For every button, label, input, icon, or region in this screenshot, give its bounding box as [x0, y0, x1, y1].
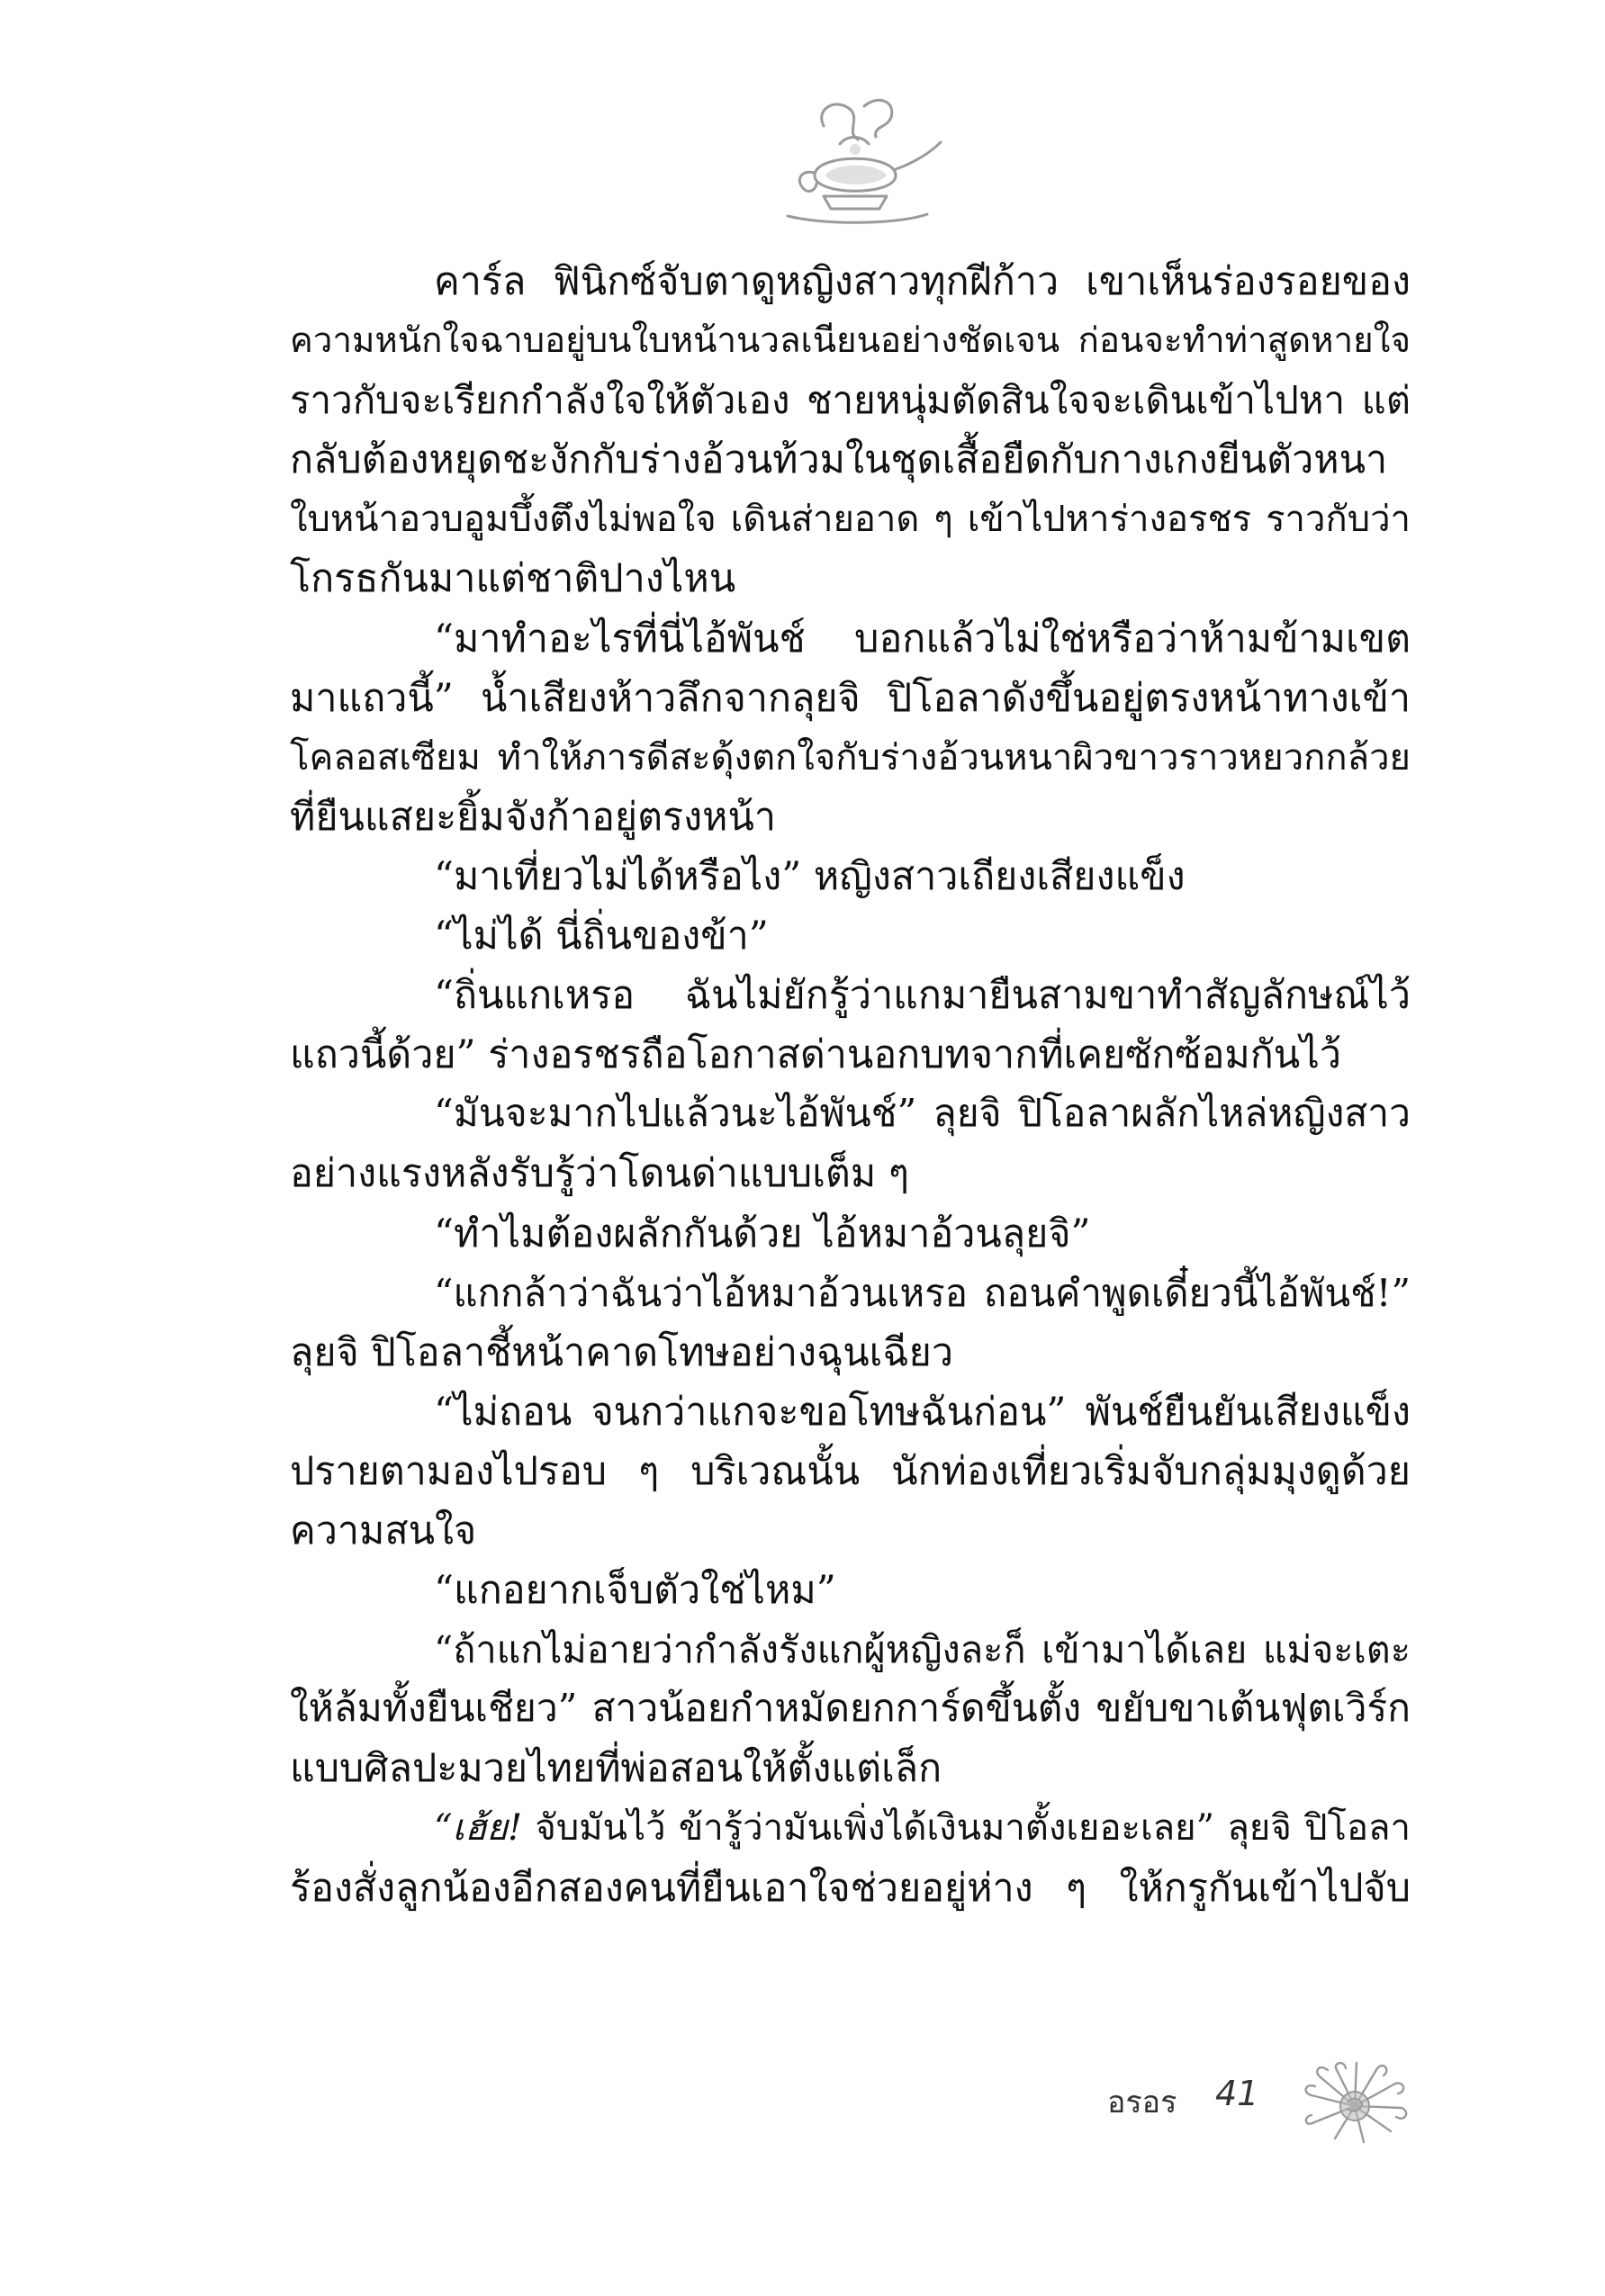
chapter-body-text — [290, 252, 1411, 1918]
book-title: อรอร — [1107, 2084, 1177, 2120]
text-line: ปรายตามองไปรอบ ๆ บริเวณนั้น นักท่องเที่ยวเริ่มจับกลุ่มมุงดูด้วย — [290, 1448, 1411, 1494]
text-line: โคลอสเซียม ทำให้ภารดีสะดุ้งตกใจกับร่างอ้วนหนาผิวขาวราวหยวกกล้วย — [290, 736, 1411, 779]
text-line: แถวนี้ด้วย” ร่างอรชรถือโอกาสด่านอกบทจากที่เคยซักซ้อมกันไว้ — [290, 1032, 1341, 1078]
flower-ornament-icon — [1301, 2052, 1418, 2151]
page-number: 41 — [1215, 2074, 1259, 2113]
text-line: ร้องสั่งลูกน้องอีกสองคนที่ยืนเอาใจช่วยอยู่ห่าง ๆ ให้กรูกันเข้าไปจับ — [290, 1865, 1411, 1911]
text-line: ใบหน้าอวบอูมบึ้งตึงไม่พอใจ เดินส่ายอาด ๆ เข้าไปหาร่างอรชร ราวกับว่า — [290, 499, 1411, 541]
text-line: “ไม่ถอน จนกว่าแกจะขอโทษฉันก่อน” พันช์ยืนยันเสียงแข็ง — [434, 1389, 1411, 1435]
text-line: “แกอยากเจ็บตัวใช่ไหม” — [434, 1568, 836, 1614]
text-line: “มาเที่ยวไม่ได้หรือไง” หญิงสาวเถียงเสียงแข็ง — [434, 853, 1186, 899]
text-line: คาร์ล ฟินิกซ์จับตาดูหญิงสาวทุกฝีก้าว เขาเห็นร่องรอยของ — [434, 259, 1411, 304]
teapot-ornament-icon — [761, 90, 950, 239]
text-line: อย่างแรงหลังรับรู้ว่าโดนด่าแบบเต็ม ๆ — [290, 1151, 909, 1197]
text-line — [290, 1798, 1411, 1858]
emphasized-text: “เฮ้ย! — [434, 1807, 536, 1850]
text-line: “ถิ่นแกเหรอ ฉันไม่ยักรู้ว่าแกมายืนสามขาทำสัญลักษณ์ไว้ — [434, 973, 1411, 1019]
text-line: “ทำไมต้องผลักกันด้วย ไอ้หมาอ้วนลุยจิ” — [434, 1211, 1091, 1256]
text-line: ให้ล้มทั้งยืนเชียว” สาวน้อยกำหมัดยกการ์ดขึ้นตั้ง ขยับขาเต้นฟุตเวิร์ก — [290, 1687, 1411, 1732]
text-line: “ถ้าแกไม่อายว่ากำลังรังแกผู้หญิงละก็ เข้ามาได้เลย แม่จะเตะ — [434, 1627, 1411, 1672]
text-line: ความสนใจ — [290, 1508, 477, 1553]
text-line: “มันจะมากไปแล้วนะไอ้พันช์” ลุยจิ ปิโอลาผลักไหล่หญิงสาว — [434, 1092, 1411, 1137]
text-line: กลับต้องหยุดชะงักกับร่างอ้วนท้วมในชุดเสื้อยืดกับกางเกงยีนตัวหนา — [290, 437, 1388, 483]
text-line: มาแถวนี้” น้ำเสียงห้าวลึกจากลุยจิ ปิโอลาดังขึ้นอยู่ตรงหน้าทางเข้า — [290, 675, 1411, 721]
text-line: โกรธกันมาแต่ชาติปางไหน — [290, 556, 736, 602]
text-line: “แกกล้าว่าฉันว่าไอ้หมาอ้วนเหรอ ถอนคำพูดเดี๋ยวนี้ไอ้พันช์!” — [434, 1270, 1411, 1315]
page-footer — [1107, 2061, 1449, 2160]
text-line: ที่ยืนแสยะยิ้มจังก้าอยู่ตรงหน้า — [290, 794, 777, 840]
text-line: ลุยจิ ปิโอลาชี้หน้าคาดโทษอย่างฉุนเฉียว — [290, 1329, 953, 1375]
text-line: ราวกับจะเรียกกำลังใจให้ตัวเอง ชายหนุ่มตัดสินใจจะเดินเข้าไปหา แต่ — [290, 378, 1411, 423]
text-line: “ไม่ได้ นี่ถิ่นของข้า” — [434, 914, 769, 959]
text-line: “มาทำอะไรที่นี่ไอ้พันช์ บอกแล้วไม่ใช่หรือว่าห้ามข้ามเขต — [434, 616, 1411, 662]
text-line-content: จับมันไว้ ข้ารู้ว่ามันเพิ่งได้เงินมาตั้งเยอะเลย” ลุยจิ ปิโอลา — [535, 1807, 1411, 1850]
text-line: ความหนักใจฉาบอยู่บนใบหน้านวลเนียนอย่างชัดเจน ก่อนจะทำท่าสูดหายใจ — [290, 320, 1411, 362]
text-line: แบบศิลปะมวยไทยที่พ่อสอนให้ตั้งแต่เล็ก — [290, 1746, 942, 1792]
